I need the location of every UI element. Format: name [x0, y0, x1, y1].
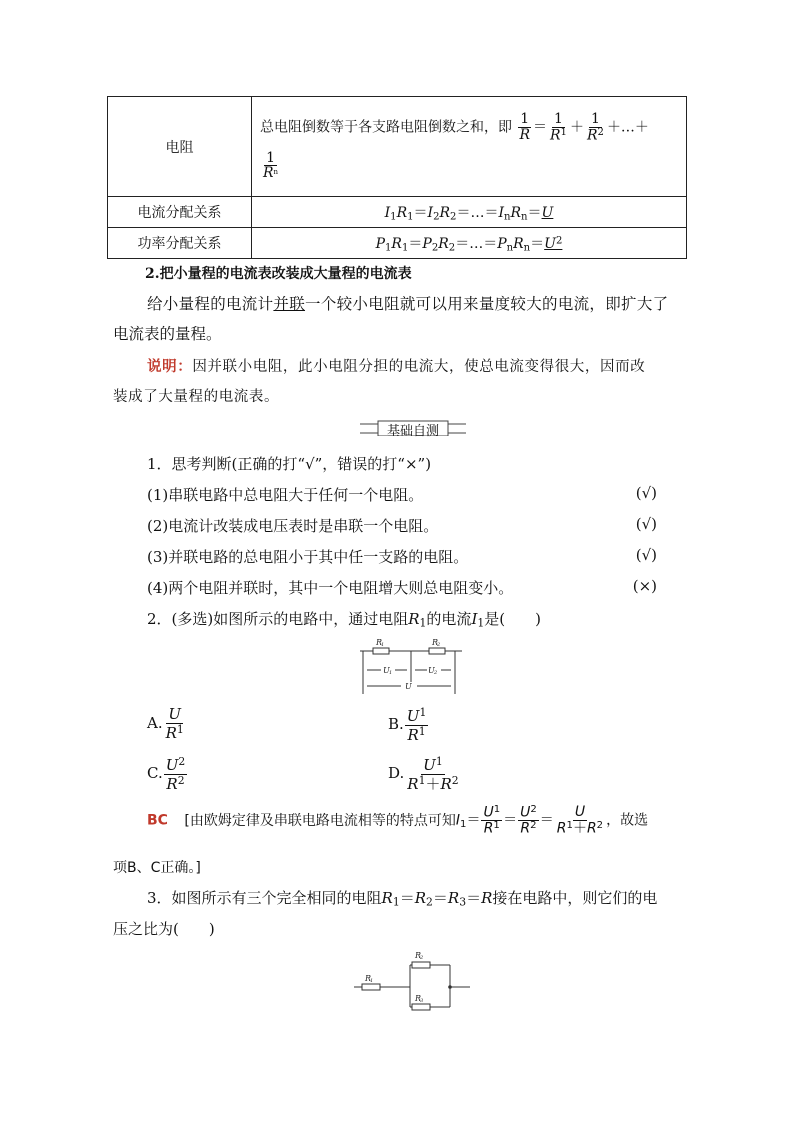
banner-title: 基础自测	[386, 424, 439, 439]
svg-text:2: 2	[437, 642, 441, 648]
question-title: 3．如图所示有三个完全相同的电阻$R_1=R_2=R_3=R$接在电路中，则它们的电	[147, 889, 658, 909]
option-c[interactable]: C. $\frac{U^2}{R^2}$	[147, 755, 186, 793]
series-circuit-diagram	[355, 634, 467, 696]
row-label: 电阻	[108, 97, 252, 197]
answer-mark: (√)	[635, 546, 657, 564]
power-formula: $P_1R_1=P_2R_2=\dots=P_nR_n=U^2$	[252, 228, 687, 259]
question-title: 1．思考判断(正确的打“√”，错误的打“×”)	[147, 455, 432, 473]
list-item: (4)两个电阻并联时，其中一个电阻增大则总电阻变小。	[147, 579, 514, 597]
parallel-circuit-diagram	[350, 945, 475, 1015]
list-item: (2)电流计改装成电压表时是串联一个电阻。	[147, 517, 439, 535]
list-item: (3)并联电路的总电阻小于其中任一支路的电阻。	[147, 548, 469, 566]
resistance-rule: 总电阻倒数等于各支路电阻倒数之和，即 $\frac{1}{R}$ ＝ $\frac{1}{R^1}$ ＋ $\frac{1}{R^2}$ ＋…＋ $\frac{1}{R^n}$	[252, 97, 687, 197]
svg-text:U: U	[428, 666, 435, 675]
list-item: (1)串联电路中总电阻大于任何一个电阻。	[147, 486, 424, 504]
answer-label: BC	[147, 812, 168, 829]
svg-text:1: 1	[370, 978, 374, 984]
svg-text:2: 2	[434, 670, 438, 676]
svg-text:R: R	[376, 638, 383, 647]
answer-mark: (√)	[635, 484, 657, 502]
current-formula: $I_1R_1=I_2R_2=\dots=I_nR_n=U$	[252, 197, 687, 228]
judgement-list	[147, 484, 657, 614]
section-banner	[360, 420, 466, 439]
table-row	[108, 97, 687, 197]
paragraph-line: 给小量程的电流计并联一个较小电阻就可以用来量度较大的电流，即扩大了	[147, 295, 669, 313]
svg-text:R: R	[432, 638, 439, 647]
section-heading: 2.把小量程的电流表改装成大量程的电流表	[145, 266, 412, 282]
svg-text:R: R	[365, 974, 372, 983]
row-label: 电流分配关系	[108, 197, 252, 228]
option-b[interactable]: B. $\frac{U^1}{R^1}$	[388, 706, 427, 744]
option-a[interactable]: A. $\frac{U}{R^1}$	[147, 705, 184, 742]
svg-text:1: 1	[389, 670, 393, 676]
svg-text:1: 1	[381, 642, 385, 648]
rule-text: 总电阻倒数等于各支路电阻倒数之和，即	[260, 119, 512, 136]
table-row	[108, 197, 687, 228]
svg-text:R: R	[415, 994, 422, 1003]
svg-text:U: U	[383, 666, 390, 675]
note-line: 装成了大量程的电流表。	[113, 389, 280, 405]
question-title-cont: 压之比为( )	[113, 920, 215, 938]
properties-table	[107, 96, 687, 259]
option-d[interactable]: D. $\frac{U^1}{R^1+R^2}$	[388, 755, 459, 793]
answer-mark: (×)	[632, 577, 657, 595]
note-line: 说明：因并联小电阻，此小电阻分担的电流大，使总电流变得很大，因而改	[147, 359, 646, 375]
answer-mark: (√)	[635, 515, 657, 533]
paragraph-line: 电流表的量程。	[113, 325, 222, 343]
answer-explanation: BC [由欧姆定律及串联电路电流相等的特点可知$I_1=$ $\frac{U^1}{R^1}$ ＝ $\frac{U^2}{R^2}$ ＝ $\frac{U}{R^1+R^2}$ ，故选	[147, 804, 649, 837]
svg-text:U: U	[405, 682, 412, 691]
svg-text:3: 3	[420, 998, 424, 1004]
question-title: 2．(多选)如图所示的电路中，通过电阻$R_1$的电流$I_1$是( )	[147, 610, 541, 630]
svg-text:2: 2	[420, 955, 424, 961]
table-row	[108, 228, 687, 259]
last-denominator: R	[263, 165, 274, 182]
svg-text:R: R	[415, 951, 422, 960]
answer-explanation-cont: 项B、C正确。]	[113, 860, 201, 876]
row-label: 功率分配关系	[108, 228, 252, 259]
